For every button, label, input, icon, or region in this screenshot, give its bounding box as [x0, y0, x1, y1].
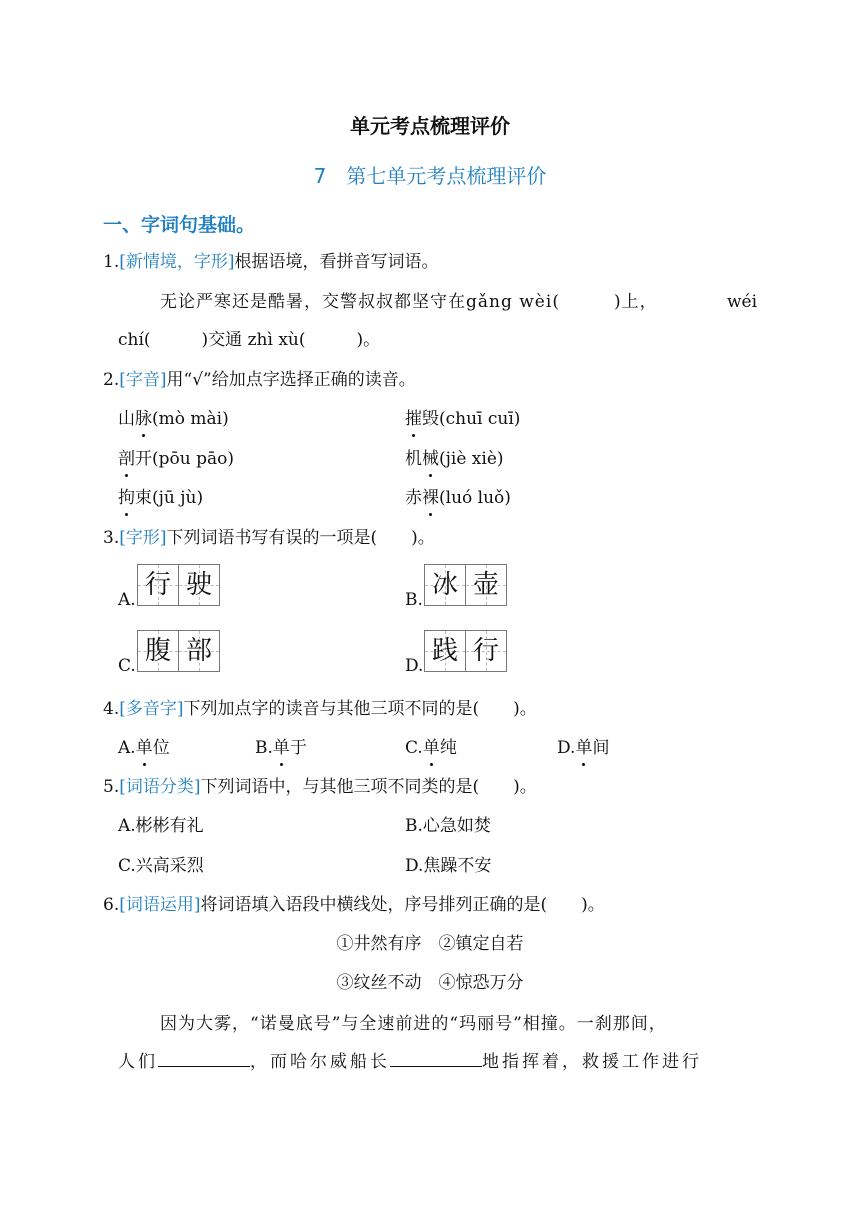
question-1: [103, 250, 439, 274]
question-prompt: 下列词语中，与其他三项不同类的是( )。: [200, 777, 537, 797]
option-d-grid[interactable]: 践 行: [424, 630, 507, 672]
option-c[interactable]: C.单纯: [405, 738, 457, 758]
question-number: 4.: [103, 699, 120, 719]
option-b[interactable]: B.心急如焚: [405, 816, 491, 836]
question-prompt: 下列加点字的读音与其他三项不同的是( )。: [183, 699, 537, 719]
option-a[interactable]: A.彬彬有礼: [118, 816, 204, 836]
option-b-label[interactable]: B.: [405, 590, 423, 610]
question-6: [103, 893, 605, 917]
question-tag: [字形]: [119, 528, 167, 548]
paragraph-line: 人们 ，而哈尔威船长 地指挥着，救援工作进行: [118, 1052, 702, 1072]
word-bank-line: ③纹丝不动 ④惊恐万分: [336, 973, 524, 993]
question-number: 2.: [103, 370, 120, 390]
option-d-label[interactable]: D.: [405, 656, 424, 676]
question-3: [103, 526, 435, 550]
question-number: 3.: [103, 528, 120, 548]
question-prompt: 根据语境，看拼音写词语。: [234, 252, 439, 272]
context-text: 交通: [208, 330, 243, 350]
option-a-grid[interactable]: 行 驶: [137, 564, 220, 606]
fill-blank[interactable]: [390, 1050, 482, 1067]
question-5: [103, 775, 537, 799]
question-2: [103, 368, 416, 392]
pinyin-prompt: gǎng wèi: [466, 292, 553, 312]
paragraph-line: 因为大雾，“诺曼底号”与全速前进的“玛丽号”相撞。一刹那间，: [160, 1014, 667, 1034]
question-prompt: 用“√”给加点字选择正确的读音。: [166, 370, 416, 390]
pinyin-prompt: wéi: [727, 292, 758, 312]
question-tag: [字音]: [119, 370, 167, 390]
unit-subtitle: 7 第七单元考点梳理评价: [313, 164, 547, 188]
pronunciation-item[interactable]: 赤裸(luó luǒ): [405, 488, 511, 508]
section-heading: 一、字词句基础。: [103, 214, 256, 236]
option-b[interactable]: B.单于: [255, 738, 307, 758]
answer-blank[interactable]: ( ): [552, 292, 622, 312]
option-c-grid[interactable]: 腹 部: [137, 630, 220, 672]
option-c[interactable]: C.兴高采烈: [118, 856, 204, 876]
page-title: 单元考点梳理评价: [350, 114, 510, 138]
question-tag: [多音字]: [119, 699, 184, 719]
pronunciation-item[interactable]: 山脉(mò mài): [118, 409, 229, 429]
pronunciation-item[interactable]: 摧毁(chuī cuī): [405, 409, 521, 429]
option-d[interactable]: D.单间: [557, 738, 610, 758]
pronunciation-item[interactable]: 机械(jiè xiè): [405, 449, 504, 469]
question-tag: [词语运用]: [119, 895, 201, 915]
answer-blank[interactable]: ( ): [143, 330, 209, 350]
context-text: 。: [363, 330, 381, 350]
question-1-line-2: [118, 328, 380, 352]
option-c-label[interactable]: C.: [118, 656, 136, 676]
pinyin-prompt: zhì xù: [247, 330, 299, 350]
context-text: 上，: [621, 292, 658, 312]
question-tag: [词语分类]: [119, 777, 201, 797]
question-prompt: 下列词语书写有误的一项是( )。: [166, 528, 435, 548]
option-b-grid[interactable]: 冰 壶: [424, 564, 507, 606]
pinyin-prompt: chí: [118, 330, 144, 350]
word-bank-line: ①井然有序 ②镇定自若: [336, 934, 524, 954]
question-number: 5.: [103, 777, 120, 797]
question-number: 6.: [103, 895, 120, 915]
question-prompt: 将词语填入语段中横线处，序号排列正确的是( )。: [200, 895, 605, 915]
answer-blank[interactable]: ( ): [298, 330, 364, 350]
option-a-label[interactable]: A.: [118, 590, 136, 610]
question-1-line-1: [160, 290, 658, 314]
pronunciation-item[interactable]: 拘束(jū jù): [118, 488, 204, 508]
pronunciation-item[interactable]: 剖开(pōu pāo): [118, 449, 234, 469]
option-d[interactable]: D.焦躁不安: [405, 856, 492, 876]
question-number: 1.: [103, 252, 120, 272]
context-text: 无论严寒还是酷暑，交警叔叔都坚守在: [160, 292, 466, 312]
fill-blank[interactable]: [158, 1050, 250, 1067]
option-a[interactable]: A.单位: [118, 738, 170, 758]
question-4: [103, 697, 537, 721]
question-tag: [新情境，字形]: [119, 252, 235, 272]
